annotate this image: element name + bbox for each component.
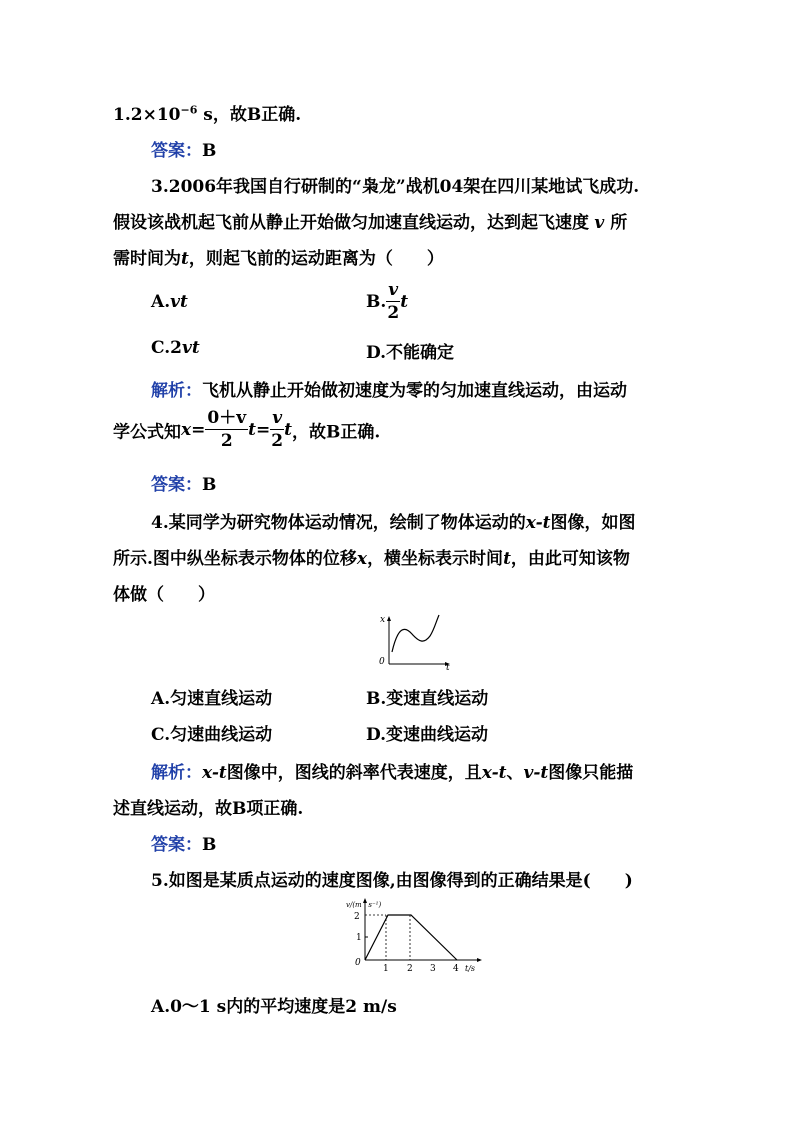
q4-xt-graph <box>372 612 454 670</box>
q5-ytick-label-1: 1 <box>356 933 362 943</box>
q5-xtick-label-3: 3 <box>430 964 436 974</box>
q4-curve <box>392 615 439 652</box>
q5-option-a: A.0～1 s内的平均速度是2 m/s <box>151 997 397 1017</box>
q4-x-label: t <box>446 663 450 670</box>
q3-stem-line2: 假设该战机起飞前从静止开始做匀加速直线运动，达到起飞速度 v 所 <box>113 213 628 233</box>
q3-analysis-line1: 解析：飞机从静止开始做初速度为零的匀加速直线运动，由运动 <box>151 381 627 401</box>
q3-option-a: A.vt <box>151 292 188 312</box>
q3-option-d: D.不能确定 <box>366 343 455 363</box>
q5-velocity-line <box>365 915 457 960</box>
q5-vt-graph <box>340 895 490 977</box>
q3-option-b: B. $\frac{v}{2}$ t <box>366 280 409 323</box>
q5-x-arrow <box>477 958 482 962</box>
q4-option-d: D.变速曲线运动 <box>366 725 489 745</box>
q4-y-label: x <box>380 615 386 625</box>
q3-option-c: C.2vt <box>151 338 200 358</box>
q4-option-a: A.匀速直线运动 <box>151 689 273 709</box>
q3-stem-line3: 需时间为t，则起飞前的运动距离为（ ） <box>113 249 444 269</box>
q4-stem-line3: 体做（ ） <box>113 585 215 605</box>
q3-answer: 答案：B <box>151 475 217 495</box>
q4-y-arrow <box>387 616 391 621</box>
q5-stem: 5.如图是某质点运动的速度图像,由图像得到的正确结果是( ) <box>151 871 633 891</box>
q5-y-label: v/(m · s⁻¹) <box>346 901 382 909</box>
q5-xtick-label-4: 4 <box>453 964 459 974</box>
q4-answer: 答案：B <box>151 835 217 855</box>
q5-x-label: t/s <box>465 964 476 973</box>
q5-ytick-label-2: 2 <box>354 912 360 922</box>
q2-conclusion: $1.2\times 10^{-6}$ s，故B正确. <box>113 103 302 125</box>
q5-xtick-label-2: 2 <box>407 964 413 974</box>
q4-analysis-line1: 解析：x-t图像中，图线的斜率代表速度，且x-t、v-t图像只能描 <box>151 763 634 783</box>
q5-origin: 0 <box>355 958 361 968</box>
q3-analysis-line2: 学公式知x= $\frac{0+v}{2}$ t= $\frac{v}{2}$ t，故B正确. <box>113 408 381 451</box>
q5-xtick-label-1: 1 <box>383 964 389 974</box>
q4-analysis-line2: 述直线运动，故B项正确. <box>113 799 304 819</box>
q4-stem-line2: 所示.图中纵坐标表示物体的位移x，横坐标表示时间t，由此可知该物 <box>113 549 630 569</box>
q4-option-c: C.匀速曲线运动 <box>151 725 273 745</box>
q4-option-b: B.变速直线运动 <box>366 689 489 709</box>
q2-answer: 答案：B <box>151 141 217 161</box>
q4-origin: 0 <box>379 657 385 667</box>
q3-stem-line1: 3.2006年我国自行研制的“枭龙”战机04架在四川某地试飞成功. <box>151 177 640 197</box>
q4-stem-line1: 4.某同学为研究物体运动情况，绘制了物体运动的x-t图像，如图 <box>151 513 636 533</box>
